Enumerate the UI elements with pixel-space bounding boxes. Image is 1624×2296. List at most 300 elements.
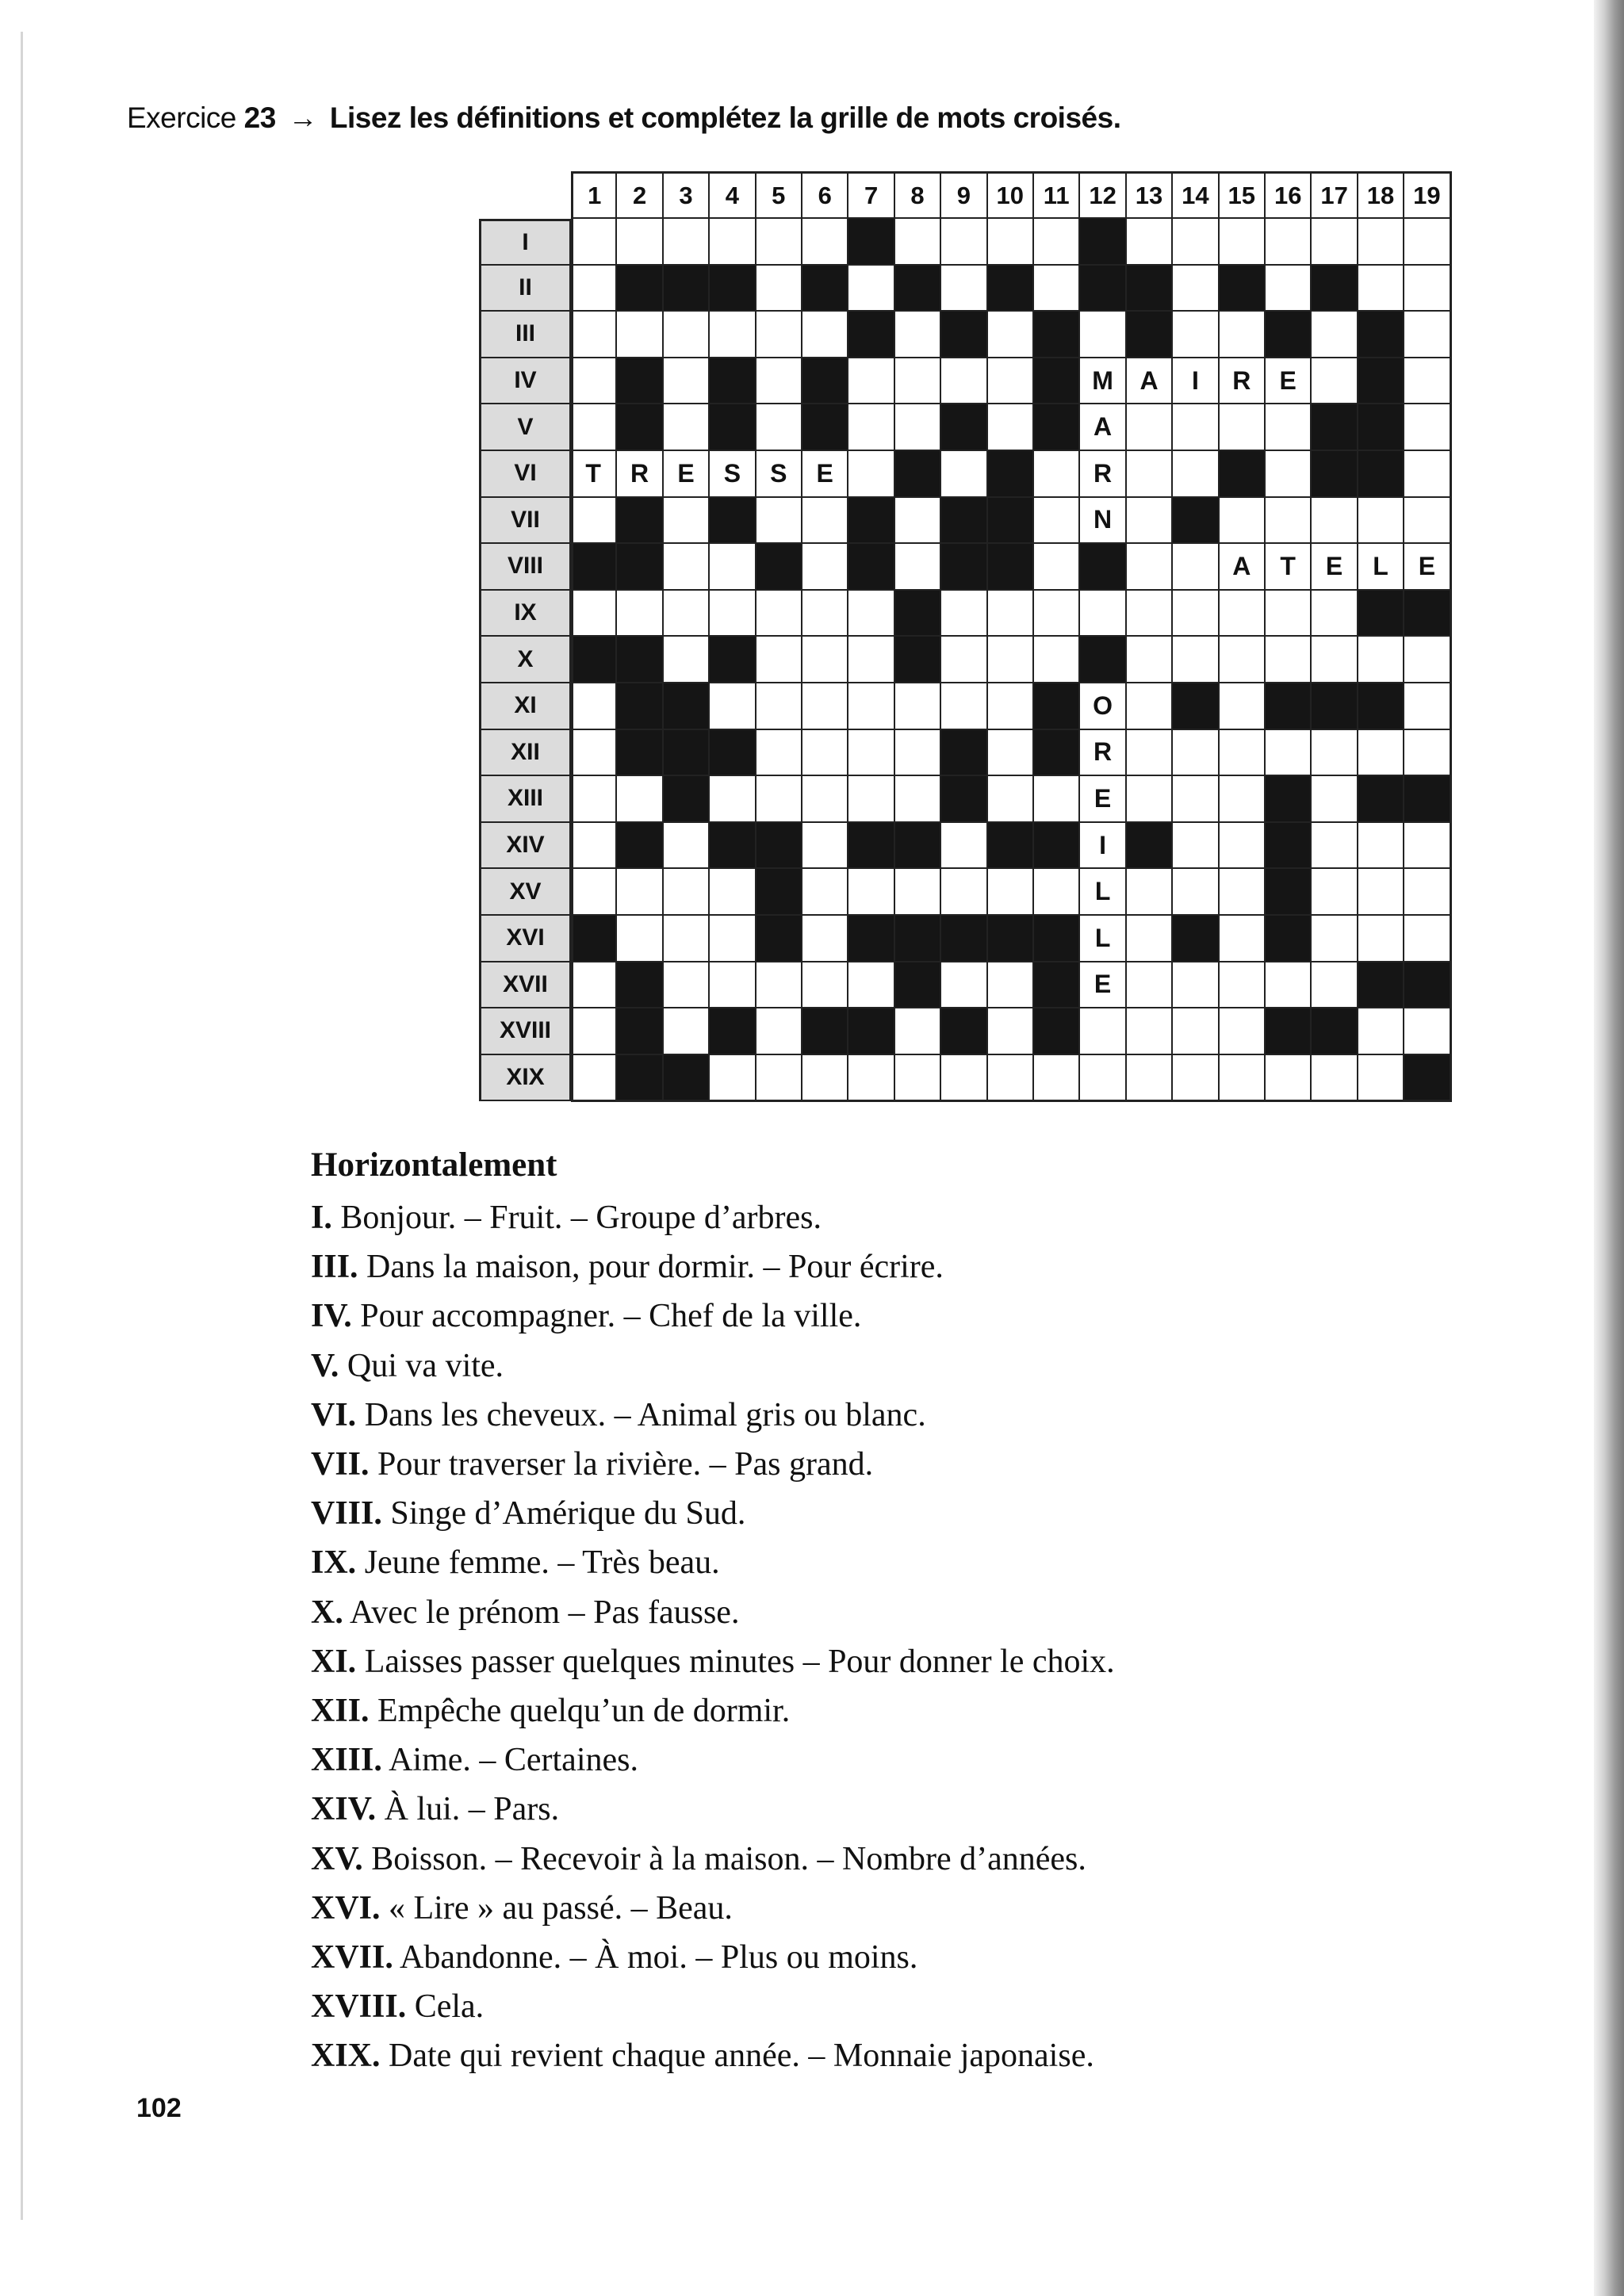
- grid-cell[interactable]: [1404, 219, 1450, 266]
- grid-cell[interactable]: [1404, 683, 1450, 730]
- black-square: [1312, 266, 1358, 312]
- black-square: [1034, 683, 1080, 730]
- clue-number: IV.: [311, 1298, 352, 1335]
- grid-cell[interactable]: [710, 916, 756, 962]
- grid-cell[interactable]: [1127, 1008, 1173, 1055]
- grid-cell[interactable]: [848, 637, 894, 683]
- grid-cell[interactable]: [617, 591, 663, 637]
- grid-cell-letter[interactable]: S: [710, 451, 756, 498]
- grid-cell[interactable]: [1127, 916, 1173, 962]
- grid-cell-letter[interactable]: A: [1220, 544, 1266, 591]
- grid-cell[interactable]: [895, 683, 941, 730]
- grid-cell[interactable]: [756, 404, 802, 451]
- grid-cell[interactable]: [1312, 498, 1358, 545]
- grid-cell[interactable]: [941, 683, 987, 730]
- grid-cell[interactable]: [1173, 451, 1219, 498]
- grid-cell-letter[interactable]: O: [1080, 683, 1126, 730]
- black-square: [1080, 219, 1126, 266]
- grid-cell-letter[interactable]: E: [1404, 544, 1450, 591]
- grid-cell[interactable]: [1034, 498, 1080, 545]
- grid-cell[interactable]: [756, 1055, 802, 1102]
- grid-cell[interactable]: [1404, 916, 1450, 962]
- grid-cell[interactable]: [1266, 451, 1312, 498]
- grid-cell-letter[interactable]: R: [617, 451, 663, 498]
- grid-cell[interactable]: [1127, 730, 1173, 777]
- grid-cell[interactable]: [1404, 637, 1450, 683]
- grid-cell[interactable]: [1358, 498, 1404, 545]
- grid-cell[interactable]: [571, 869, 617, 916]
- grid-cell[interactable]: [1080, 312, 1126, 358]
- black-square: [1266, 823, 1312, 870]
- grid-cell[interactable]: [1266, 591, 1312, 637]
- row-number: II: [479, 266, 571, 312]
- grid-cell[interactable]: [1220, 219, 1266, 266]
- grid-cell[interactable]: [941, 591, 987, 637]
- grid-cell[interactable]: [756, 312, 802, 358]
- black-square: [1173, 498, 1219, 545]
- grid-cell[interactable]: [571, 823, 617, 870]
- grid-cell[interactable]: [1173, 776, 1219, 823]
- grid-cell[interactable]: [1220, 683, 1266, 730]
- grid-cell[interactable]: [1173, 591, 1219, 637]
- grid-cell[interactable]: [664, 498, 710, 545]
- grid-cell-letter[interactable]: I: [1173, 358, 1219, 405]
- black-square: [1358, 451, 1404, 498]
- grid-cell[interactable]: [664, 823, 710, 870]
- grid-cell[interactable]: [1312, 312, 1358, 358]
- grid-cell[interactable]: [571, 591, 617, 637]
- grid-cell[interactable]: [1127, 219, 1173, 266]
- grid-cell[interactable]: [1127, 683, 1173, 730]
- grid-cell[interactable]: [1358, 916, 1404, 962]
- grid-cell[interactable]: [1173, 962, 1219, 1009]
- clue-item: [311, 1884, 1500, 1933]
- clue-text: Abandonne. – À moi. – Plus ou moins.: [400, 1939, 918, 1976]
- grid-cell[interactable]: [1358, 869, 1404, 916]
- grid-cell[interactable]: [664, 916, 710, 962]
- grid-cell[interactable]: [941, 823, 987, 870]
- grid-cell[interactable]: [1220, 962, 1266, 1009]
- grid-cell[interactable]: [1312, 823, 1358, 870]
- clue-text: Date qui revient chaque année. – Monnaie japonaise.: [389, 2038, 1094, 2075]
- grid-cell[interactable]: [1127, 1055, 1173, 1102]
- grid-cell[interactable]: [710, 1055, 756, 1102]
- grid-cell[interactable]: [848, 730, 894, 777]
- grid-cell[interactable]: [988, 591, 1034, 637]
- grid-cell-letter[interactable]: T: [571, 451, 617, 498]
- clue-item: [311, 1440, 1500, 1489]
- clue-text: Bonjour. – Fruit. – Groupe d’arbres.: [340, 1200, 822, 1236]
- grid-cell[interactable]: [988, 1055, 1034, 1102]
- grid-cell[interactable]: [1034, 544, 1080, 591]
- grid-cell[interactable]: [895, 1008, 941, 1055]
- grid-cell[interactable]: [1220, 730, 1266, 777]
- grid-cell[interactable]: [1312, 637, 1358, 683]
- grid-cell[interactable]: [1127, 869, 1173, 916]
- grid-cell[interactable]: [848, 1055, 894, 1102]
- grid-cell[interactable]: [802, 312, 848, 358]
- grid-cell[interactable]: [895, 219, 941, 266]
- grid-cell[interactable]: [1312, 1055, 1358, 1102]
- grid-cell[interactable]: [617, 219, 663, 266]
- grid-cell[interactable]: [1220, 916, 1266, 962]
- grid-cell-letter[interactable]: I: [1080, 823, 1126, 870]
- grid-cell[interactable]: [895, 730, 941, 777]
- grid-cell[interactable]: [664, 404, 710, 451]
- grid-cell[interactable]: [756, 637, 802, 683]
- black-square: [1266, 916, 1312, 962]
- grid-cell[interactable]: [988, 730, 1034, 777]
- clue-text: Empêche quelqu’un de dormir.: [377, 1693, 791, 1730]
- clue-number: XVI.: [311, 1889, 381, 1927]
- grid-cell[interactable]: [988, 312, 1034, 358]
- grid-cell[interactable]: [941, 1055, 987, 1102]
- grid-cell[interactable]: [1266, 266, 1312, 312]
- grid-cell-letter[interactable]: R: [1220, 358, 1266, 405]
- grid-cell-letter[interactable]: E: [664, 451, 710, 498]
- grid-cell[interactable]: [1173, 1008, 1219, 1055]
- grid-cell[interactable]: [988, 683, 1034, 730]
- grid-cell[interactable]: [895, 869, 941, 916]
- clue-number: VII.: [311, 1446, 370, 1483]
- grid-cell-letter[interactable]: E: [1080, 962, 1126, 1009]
- grid-cell[interactable]: [988, 869, 1034, 916]
- grid-cell[interactable]: [664, 1008, 710, 1055]
- clue-number: XVII.: [311, 1939, 393, 1976]
- grid-cell[interactable]: [1127, 591, 1173, 637]
- grid-cell[interactable]: [848, 266, 894, 312]
- grid-cell[interactable]: [802, 219, 848, 266]
- grid-cell-letter[interactable]: R: [1080, 730, 1126, 777]
- grid-cell[interactable]: [848, 591, 894, 637]
- grid-cell[interactable]: [848, 683, 894, 730]
- grid-cell-letter[interactable]: A: [1127, 358, 1173, 405]
- grid-cell[interactable]: [1312, 591, 1358, 637]
- black-square: [1312, 683, 1358, 730]
- grid-cell[interactable]: [756, 730, 802, 777]
- grid-cell-letter[interactable]: M: [1080, 358, 1126, 405]
- grid-cell[interactable]: [1312, 730, 1358, 777]
- grid-cell[interactable]: [941, 869, 987, 916]
- grid-cell[interactable]: [1358, 1008, 1404, 1055]
- grid-cell[interactable]: [802, 916, 848, 962]
- grid-cell[interactable]: [988, 1008, 1034, 1055]
- grid-cell[interactable]: [664, 544, 710, 591]
- grid-cell[interactable]: [1312, 962, 1358, 1009]
- grid-cell[interactable]: [710, 776, 756, 823]
- grid-cell[interactable]: [802, 637, 848, 683]
- black-square: [1404, 962, 1450, 1009]
- grid-cell[interactable]: [571, 404, 617, 451]
- grid-cell[interactable]: [756, 219, 802, 266]
- grid-cell[interactable]: [1220, 776, 1266, 823]
- grid-cell[interactable]: [895, 358, 941, 405]
- grid-cell[interactable]: [617, 312, 663, 358]
- grid-cell[interactable]: [802, 776, 848, 823]
- grid-cell[interactable]: [1173, 312, 1219, 358]
- black-square: [1358, 776, 1404, 823]
- grid-cell[interactable]: [1312, 916, 1358, 962]
- grid-cell[interactable]: [848, 451, 894, 498]
- black-square: [1404, 591, 1450, 637]
- grid-cell[interactable]: [571, 219, 617, 266]
- grid-cell[interactable]: [1404, 1008, 1450, 1055]
- grid-cell[interactable]: [1127, 637, 1173, 683]
- grid-cell[interactable]: [1266, 962, 1312, 1009]
- grid-cell[interactable]: [1173, 1055, 1219, 1102]
- grid-cell[interactable]: [1220, 823, 1266, 870]
- black-square: [1034, 312, 1080, 358]
- grid-cell[interactable]: [1220, 498, 1266, 545]
- grid-cell[interactable]: [710, 869, 756, 916]
- grid-cell[interactable]: [1127, 404, 1173, 451]
- black-square: [617, 1055, 663, 1102]
- grid-cell[interactable]: [1266, 498, 1312, 545]
- grid-cell[interactable]: [1266, 219, 1312, 266]
- grid-cell[interactable]: [802, 683, 848, 730]
- grid-cell[interactable]: [756, 776, 802, 823]
- grid-cell[interactable]: [1173, 266, 1219, 312]
- grid-cell[interactable]: [1173, 730, 1219, 777]
- grid-cell[interactable]: [941, 451, 987, 498]
- grid-cell-letter[interactable]: L: [1080, 916, 1126, 962]
- grid-cell[interactable]: [710, 683, 756, 730]
- grid-cell[interactable]: [1127, 451, 1173, 498]
- grid-cell[interactable]: [1220, 404, 1266, 451]
- grid-cell[interactable]: [1404, 730, 1450, 777]
- grid-cell[interactable]: [895, 544, 941, 591]
- grid-cell[interactable]: [1080, 1055, 1126, 1102]
- grid-cell[interactable]: [1266, 1055, 1312, 1102]
- grid-cell[interactable]: [1034, 869, 1080, 916]
- grid-cell[interactable]: [941, 962, 987, 1009]
- black-square: [617, 404, 663, 451]
- grid-cell-letter[interactable]: E: [1080, 776, 1126, 823]
- grid-cell[interactable]: [1358, 637, 1404, 683]
- grid-cell[interactable]: [664, 962, 710, 1009]
- grid-cell[interactable]: [941, 637, 987, 683]
- grid-cell[interactable]: [1127, 962, 1173, 1009]
- grid-cell[interactable]: [1266, 637, 1312, 683]
- grid-cell[interactable]: [756, 962, 802, 1009]
- grid-cell-letter[interactable]: A: [1080, 404, 1126, 451]
- grid-cell[interactable]: [848, 358, 894, 405]
- grid-cell[interactable]: [848, 962, 894, 1009]
- grid-cell-letter[interactable]: E: [802, 451, 848, 498]
- grid-cell[interactable]: [571, 1055, 617, 1102]
- grid-cell[interactable]: [710, 219, 756, 266]
- grid-cell[interactable]: [895, 776, 941, 823]
- black-square: [710, 730, 756, 777]
- grid-cell[interactable]: [1404, 823, 1450, 870]
- grid-cell[interactable]: [710, 962, 756, 1009]
- row-number: XIV: [479, 823, 571, 870]
- column-number: 17: [1312, 171, 1358, 219]
- grid-cell[interactable]: [664, 869, 710, 916]
- grid-cell[interactable]: [988, 776, 1034, 823]
- grid-cell[interactable]: [1404, 869, 1450, 916]
- grid-cell-letter[interactable]: N: [1080, 498, 1126, 545]
- row-number: XV: [479, 869, 571, 916]
- grid-cell-letter[interactable]: E: [1312, 544, 1358, 591]
- grid-cell[interactable]: [1034, 451, 1080, 498]
- grid-cell[interactable]: [571, 266, 617, 312]
- grid-cell[interactable]: [895, 404, 941, 451]
- grid-cell-letter[interactable]: R: [1080, 451, 1126, 498]
- black-square: [988, 266, 1034, 312]
- grid-cell[interactable]: [1034, 637, 1080, 683]
- grid-cell-letter[interactable]: S: [756, 451, 802, 498]
- grid-cell[interactable]: [1312, 869, 1358, 916]
- grid-cell[interactable]: [1404, 312, 1450, 358]
- clue-item: [311, 1391, 1500, 1440]
- grid-cell[interactable]: [1127, 498, 1173, 545]
- grid-cell[interactable]: [571, 498, 617, 545]
- grid-cell[interactable]: [802, 730, 848, 777]
- grid-cell[interactable]: [802, 498, 848, 545]
- black-square: [848, 823, 894, 870]
- grid-cell[interactable]: [1404, 404, 1450, 451]
- grid-cell[interactable]: [571, 776, 617, 823]
- grid-cell[interactable]: [1266, 730, 1312, 777]
- grid-cell[interactable]: [664, 637, 710, 683]
- grid-cell-letter[interactable]: E: [1266, 358, 1312, 405]
- grid-cell[interactable]: [988, 404, 1034, 451]
- grid-cell[interactable]: [848, 869, 894, 916]
- grid-cell[interactable]: [756, 683, 802, 730]
- grid-cell[interactable]: [941, 266, 987, 312]
- grid-cell[interactable]: [895, 312, 941, 358]
- grid-cell[interactable]: [710, 544, 756, 591]
- grid-cell[interactable]: [1404, 266, 1450, 312]
- grid-cell-letter[interactable]: L: [1358, 544, 1404, 591]
- grid-cell[interactable]: [756, 1008, 802, 1055]
- grid-cell[interactable]: [941, 219, 987, 266]
- exercise-prefix: Exercice: [127, 101, 236, 134]
- grid-cell[interactable]: [1034, 266, 1080, 312]
- grid-cell[interactable]: [1312, 358, 1358, 405]
- black-square: [664, 683, 710, 730]
- grid-cell[interactable]: [664, 358, 710, 405]
- grid-cell[interactable]: [802, 962, 848, 1009]
- black-square: [617, 823, 663, 870]
- grid-cell[interactable]: [710, 312, 756, 358]
- black-square: [617, 962, 663, 1009]
- grid-cell[interactable]: [988, 358, 1034, 405]
- clues-section: [311, 1143, 1500, 2081]
- grid-cell[interactable]: [1358, 730, 1404, 777]
- grid-cell-letter[interactable]: T: [1266, 544, 1312, 591]
- grid-cell[interactable]: [802, 823, 848, 870]
- grid-cell[interactable]: [571, 312, 617, 358]
- grid-cell[interactable]: [756, 498, 802, 545]
- black-square: [710, 266, 756, 312]
- black-square: [710, 823, 756, 870]
- black-square: [802, 266, 848, 312]
- grid-cell[interactable]: [1220, 1055, 1266, 1102]
- grid-cell[interactable]: [1220, 312, 1266, 358]
- grid-cell[interactable]: [802, 1055, 848, 1102]
- grid-cell[interactable]: [710, 591, 756, 637]
- black-square: [1034, 730, 1080, 777]
- grid-cell[interactable]: [664, 219, 710, 266]
- grid-cell[interactable]: [617, 869, 663, 916]
- grid-cell[interactable]: [848, 776, 894, 823]
- grid-cell[interactable]: [571, 730, 617, 777]
- grid-cell[interactable]: [1173, 869, 1219, 916]
- grid-cell-letter[interactable]: L: [1080, 869, 1126, 916]
- grid-cell[interactable]: [664, 312, 710, 358]
- grid-cell[interactable]: [1080, 1008, 1126, 1055]
- grid-cell[interactable]: [664, 591, 710, 637]
- grid-cell[interactable]: [895, 498, 941, 545]
- grid-cell[interactable]: [1034, 219, 1080, 266]
- grid-cell[interactable]: [895, 1055, 941, 1102]
- grid-cell[interactable]: [571, 683, 617, 730]
- black-square: [664, 776, 710, 823]
- grid-cell[interactable]: [1173, 544, 1219, 591]
- grid-cell[interactable]: [988, 219, 1034, 266]
- grid-cell[interactable]: [1220, 591, 1266, 637]
- column-number: 12: [1080, 171, 1126, 219]
- grid-cell[interactable]: [802, 544, 848, 591]
- grid-cell[interactable]: [1173, 823, 1219, 870]
- grid-cell[interactable]: [1080, 591, 1126, 637]
- grid-cell[interactable]: [1127, 776, 1173, 823]
- grid-cell[interactable]: [571, 962, 617, 1009]
- grid-cell[interactable]: [1312, 776, 1358, 823]
- grid-cell[interactable]: [1173, 219, 1219, 266]
- grid-cell[interactable]: [1034, 1055, 1080, 1102]
- grid-cell[interactable]: [988, 637, 1034, 683]
- grid-cell[interactable]: [756, 358, 802, 405]
- clue-item: [311, 1193, 1500, 1242]
- grid-cell[interactable]: [617, 776, 663, 823]
- row-number: VI: [479, 451, 571, 498]
- grid-cell[interactable]: [1358, 266, 1404, 312]
- grid-cell[interactable]: [941, 358, 987, 405]
- grid-cell[interactable]: [1266, 404, 1312, 451]
- grid-cell[interactable]: [1173, 404, 1219, 451]
- clue-item: [311, 2031, 1500, 2080]
- grid-cell[interactable]: [571, 358, 617, 405]
- grid-cell[interactable]: [1404, 451, 1450, 498]
- grid-cell[interactable]: [1358, 823, 1404, 870]
- grid-cell[interactable]: [1358, 219, 1404, 266]
- grid-cell[interactable]: [1312, 219, 1358, 266]
- row-number: III: [479, 312, 571, 358]
- grid-cell[interactable]: [1220, 1008, 1266, 1055]
- grid-cell[interactable]: [1127, 544, 1173, 591]
- grid-cell[interactable]: [1404, 358, 1450, 405]
- grid-cell[interactable]: [848, 404, 894, 451]
- grid-cell[interactable]: [617, 916, 663, 962]
- grid-cell[interactable]: [988, 962, 1034, 1009]
- grid-cell[interactable]: [756, 591, 802, 637]
- grid-cell[interactable]: [802, 591, 848, 637]
- grid-cell[interactable]: [571, 1008, 617, 1055]
- grid-cell[interactable]: [1358, 1055, 1404, 1102]
- grid-cell[interactable]: [1220, 869, 1266, 916]
- grid-cell[interactable]: [1034, 776, 1080, 823]
- grid-cell[interactable]: [1034, 591, 1080, 637]
- grid-cell[interactable]: [1404, 498, 1450, 545]
- clue-text: Pour traverser la rivière. – Pas grand.: [377, 1446, 874, 1483]
- grid-cell[interactable]: [1173, 637, 1219, 683]
- grid-cell[interactable]: [756, 266, 802, 312]
- grid-cell[interactable]: [1220, 637, 1266, 683]
- grid-cell[interactable]: [802, 869, 848, 916]
